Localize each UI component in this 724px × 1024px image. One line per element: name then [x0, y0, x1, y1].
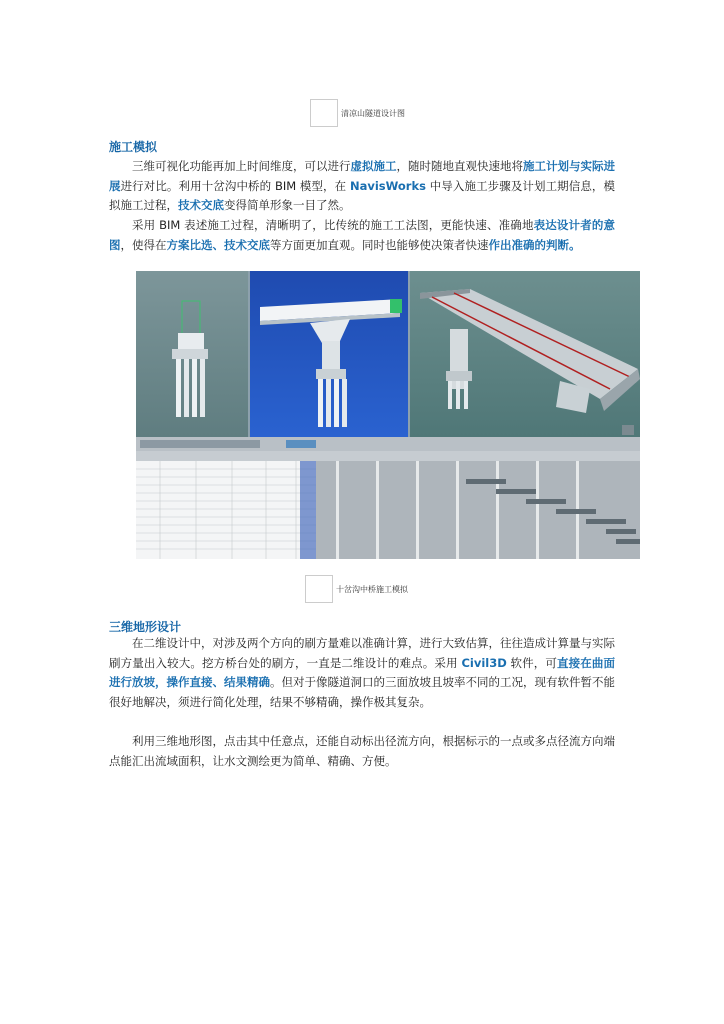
pier-model-illustration: [136, 271, 248, 437]
construction-schedule-gantt: [136, 437, 640, 559]
paragraph-2: 采用 BIM 表述施工过程，清晰明了，比传统的施工工法图，更能快速、准确地表达设计者的意图，使得在方案比选、技术交底等方面更加直观。同时也能够使决策者快速作出准确的判断。: [109, 218, 616, 252]
bridge-illustration: [410, 271, 640, 437]
t-beam-illustration: [250, 271, 408, 437]
paragraph-1: 三维可视化功能再加上时间维度，可以进行虚拟施工，随时随地直观快速地将施工计划与实际进展进行对比。利用十岔沟中桥的 BIM 模型，在 NavisWorks 中导入施工步骤及计划工期信息，模拟施工过程，技术交底变得简单形象一目了然。: [109, 159, 616, 212]
image-placeholder: [305, 575, 333, 603]
t-beam-model-panel: [250, 271, 408, 437]
pier-model-panel: [136, 271, 248, 437]
bridge-model-panel: [410, 271, 640, 437]
paragraph-4: 利用三维地形图，点击其中任意点，还能自动标出径流方向，根据标示的一点或多点径流方向端点能汇出流域面积，让水文测绘更为简单、精确、方便。: [109, 734, 615, 768]
figure-caption-tunnel: 清凉山隧道设计图: [310, 99, 405, 127]
paragraph-3: 在二维设计中，对涉及两个方向的刷方量难以准确计算，进行大致估算，往往造成计算量与实际刷方量出入较大。挖方桥台处的刷方，一直是二维设计的难点。采用 Civil3D 软件，可直接在曲面进行放坡，操作直接、结果精确。但对于像隧道洞口的三面放坡且坡率不同的工况，现有软件暂不能很好地解决，须进行简化处理，结果不够精确，操作极其复杂。: [109, 636, 616, 709]
gantt-chart-illustration: [136, 437, 640, 559]
section-title-construction-simulation: 施工模拟: [109, 140, 158, 154]
bridge-simulation-figure: [136, 271, 640, 559]
section-title-3d-terrain-design: 三维地形设计: [109, 620, 182, 634]
image-placeholder: [310, 99, 338, 127]
figure-caption-bridge: 十岔沟中桥施工模拟: [305, 575, 408, 603]
